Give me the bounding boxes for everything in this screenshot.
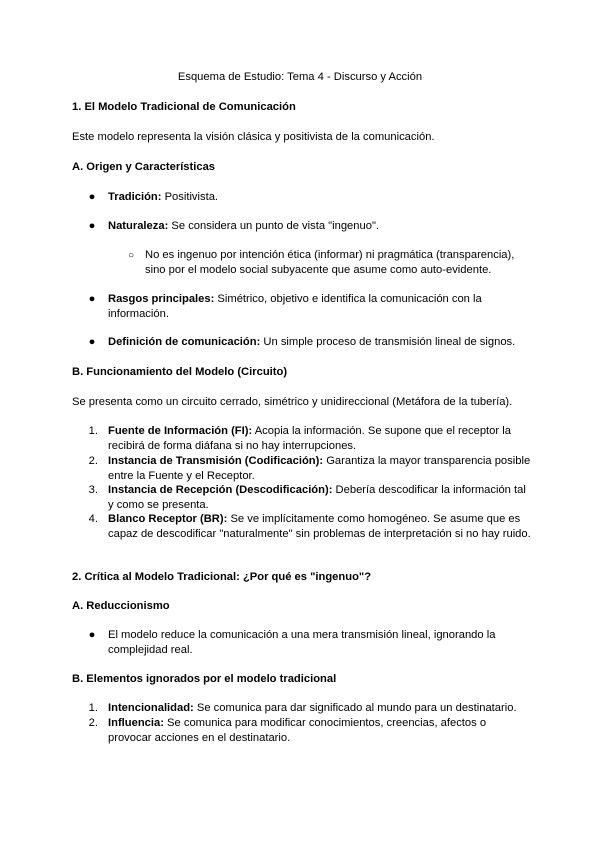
section-1-heading: 1. El Modelo Tradicional de Comunicación — [72, 101, 296, 113]
subsection-a-heading: A. Reduccionismo — [72, 600, 170, 612]
item-label: Instancia de Recepción (Descodificación): — [108, 484, 333, 496]
item-label: Intencionalidad: — [108, 702, 194, 714]
item-text: Se comunica para dar significado al mundo para un destinatario. — [193, 702, 517, 714]
item-label: Instancia de Transmisión (Codificación): — [108, 455, 324, 467]
item-number: 2. — [88, 455, 98, 467]
item-text: Un simple proceso de transmisión lineal de signos. — [260, 336, 516, 348]
circle-bullet-icon: ○ — [127, 250, 135, 261]
item-number: 1. — [88, 702, 98, 714]
item-label: Blanco Receptor (BR): — [108, 513, 228, 525]
bullet-icon: ● — [88, 336, 96, 348]
item-text: Se comunica para modificar conocimientos, creencias, afectos o provocar acciones en el destinatario. — [108, 717, 487, 744]
item-text: Se ve implícitamente como homogéneo. Se asume que es capaz de descodificar "naturalmente" sin problemas de interpretación si no hay ruido. — [108, 513, 531, 540]
item-text: Positivista. — [161, 191, 219, 203]
document-title: Esquema de Estudio: Tema 4 - Discurso y Acción — [177, 71, 423, 83]
bullet-icon: ● — [88, 220, 96, 232]
bullet-icon: ● — [88, 293, 96, 305]
section-1-intro: Este modelo representa la visión clásica y positivista de la comunicación. — [72, 131, 435, 143]
item-text: Simétrico, objetivo e identifica la comunicación con la información. — [108, 293, 482, 320]
item-text: Debería descodificar la información tal y como se presenta. — [108, 484, 526, 511]
subsection-b-heading: B. Elementos ignorados por el modelo tradicional — [72, 673, 337, 685]
item-label: Influencia: — [108, 717, 164, 729]
section-2-heading: 2. Crítica al Modelo Tradicional: ¿Por qué es "ingenuo"? — [72, 571, 372, 583]
subsection-b-heading: B. Funcionamiento del Modelo (Circuito) — [72, 366, 288, 378]
subsection-b-intro: Se presenta como un circuito cerrado, simétrico y unidireccional (Metáfora de la tubería). — [72, 396, 513, 408]
item-label: Definición de comunicación: — [108, 336, 261, 348]
item-label: Tradición: — [108, 191, 162, 203]
bullet-icon: ● — [88, 629, 96, 641]
item-text: Se considera un punto de vista "ingenuo". — [168, 220, 380, 232]
item-text: Garantiza la mayor transparencia posible entre la Fuente y el Receptor. — [108, 455, 531, 482]
item-text: El modelo reduce la comunicación a una mera transmisión lineal, ignorando la complejidad real. — [108, 629, 496, 656]
item-number: 3. — [88, 484, 98, 496]
item-label: Naturaleza: — [108, 220, 169, 232]
item-number: 4. — [88, 513, 98, 525]
sub-item-text: No es ingenuo por intención ética (informar) ni pragmática (transparencia), sino por el modelo social subyacente que asume como auto-evidente. — [145, 249, 515, 276]
item-number: 1. — [88, 425, 98, 437]
subsection-a-heading: A. Origen y Características — [72, 161, 216, 173]
item-label: Fuente de Información (FI): — [108, 425, 253, 437]
bullet-icon: ● — [88, 191, 96, 203]
item-number: 2. — [88, 717, 98, 729]
item-label: Rasgos principales: — [108, 293, 215, 305]
item-text: Acopia la información. Se supone que el receptor la recibirá de forma diáfana si no hay interrupciones. — [108, 425, 511, 452]
